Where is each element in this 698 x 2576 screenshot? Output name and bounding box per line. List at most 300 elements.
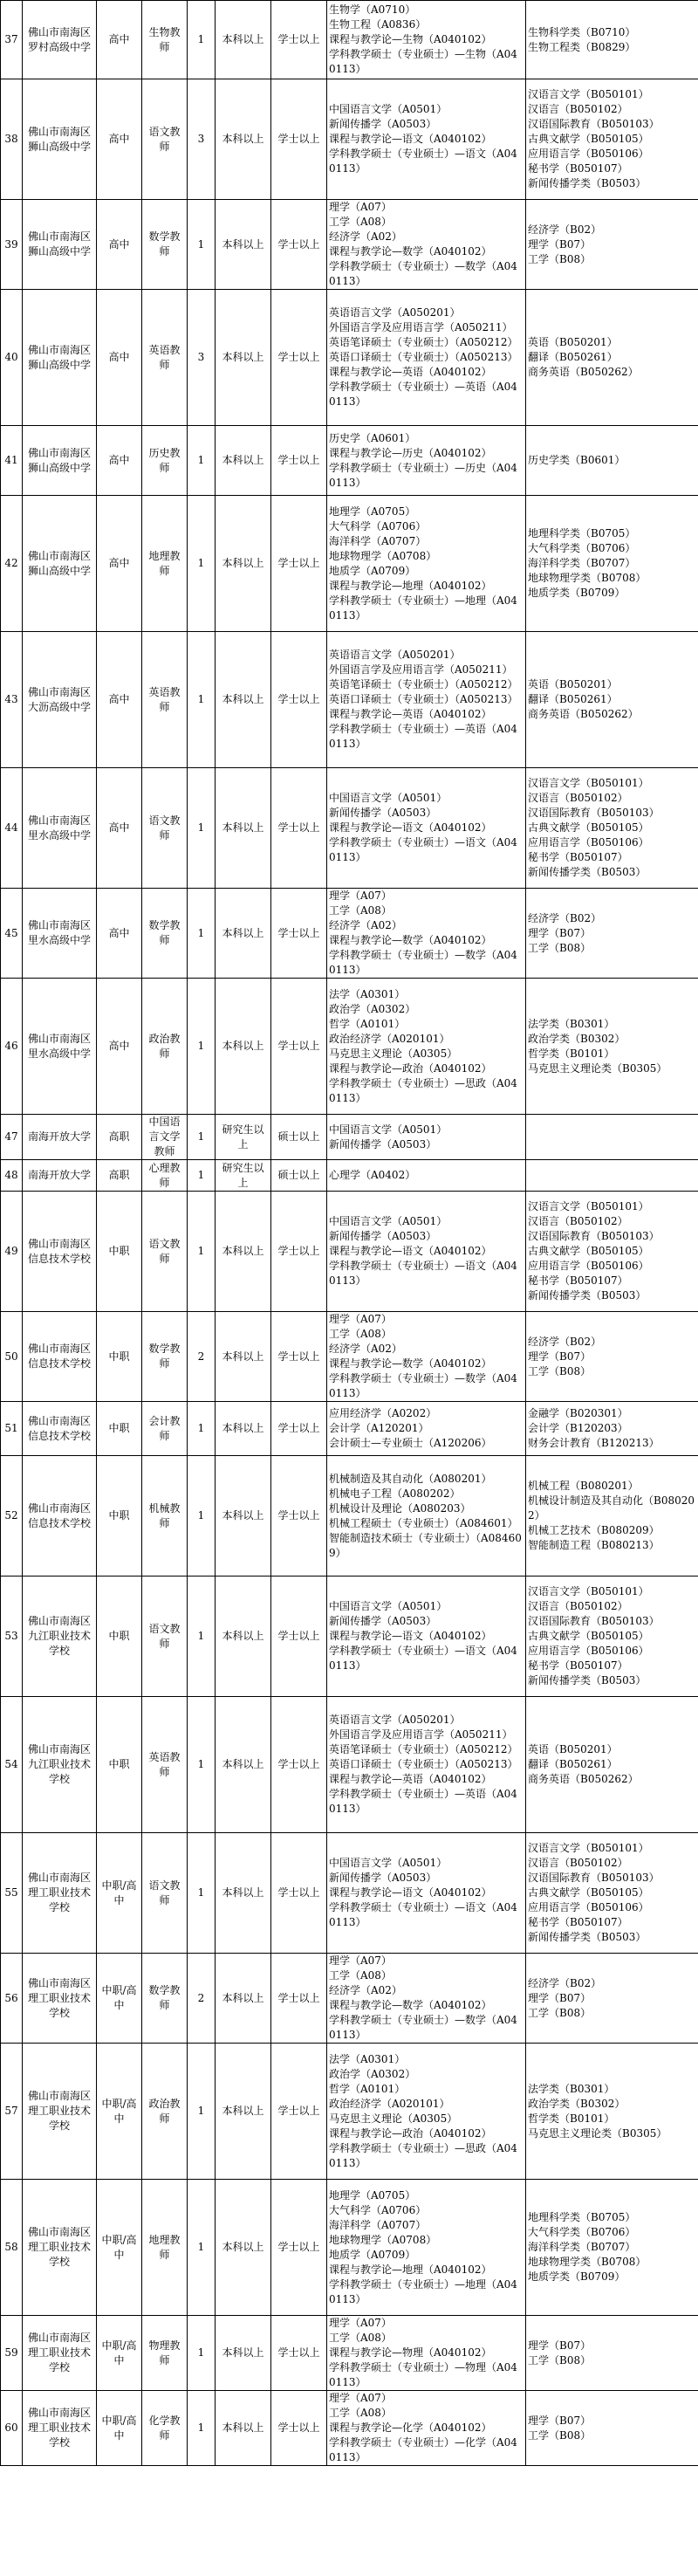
table-row — [1, 979, 698, 1115]
major-item: 新闻传播学（A0503） — [329, 1137, 437, 1151]
education-cell: 本科以上 — [216, 2316, 271, 2391]
major-item: 汉语言（B050102） — [528, 1215, 628, 1227]
table-row — [1, 1954, 698, 2044]
level-cell: 中职 — [97, 1456, 142, 1577]
undergraduate-majors-cell — [526, 768, 698, 889]
major-item: 经济学（A02） — [329, 1984, 402, 1996]
major-item: 哲学（A0101） — [329, 2082, 406, 2095]
graduate-majors-cell — [327, 889, 526, 979]
undergraduate-majors-cell — [526, 2316, 698, 2391]
level-cell: 高中 — [97, 1, 142, 79]
count-cell: 1 — [188, 1160, 216, 1192]
major-item: 历史学（A0601） — [329, 431, 416, 444]
major-item: 汉语言（B050102） — [528, 1600, 628, 1612]
row-number-cell: 60 — [1, 2391, 23, 2466]
major-item: 外国语言学及应用语言学（A050211） — [329, 1728, 513, 1741]
major-item: 学科教学硕士（专业硕士）—语文（A040113） — [329, 836, 517, 863]
degree-cell: 学士以上 — [271, 1312, 327, 1402]
level-cell: 高中 — [97, 290, 142, 426]
major-item: 英语语言文学（A050201） — [329, 649, 461, 661]
row-number-cell: 47 — [1, 1115, 23, 1160]
major-item: 汉语言（B050102） — [528, 792, 628, 804]
major-item: 新闻传播学类（B0503） — [528, 177, 647, 189]
undergraduate-majors-cell — [526, 1402, 698, 1456]
major-item: 秘书学（B050107） — [528, 851, 628, 863]
post-cell: 语文教师 — [142, 1577, 188, 1697]
major-item: 英语语言文学（A050201） — [329, 1714, 461, 1726]
major-item: 工学（B08） — [528, 252, 592, 265]
education-cell: 本科以上 — [216, 1697, 271, 1833]
post-cell: 历史教师 — [142, 426, 188, 496]
major-item: 大气科学（A0706） — [329, 2203, 427, 2216]
post-cell: 物理教师 — [142, 2316, 188, 2391]
table-row — [1, 1697, 698, 1833]
degree-cell: 学士以上 — [271, 426, 327, 496]
education-cell: 研究生以上 — [216, 1115, 271, 1160]
row-number-cell: 52 — [1, 1456, 23, 1577]
major-item: 新闻传播学类（B0503） — [528, 1931, 647, 1943]
level-cell: 高中 — [97, 496, 142, 632]
major-item: 地理学（A0705） — [329, 505, 416, 518]
degree-cell: 学士以上 — [271, 2391, 327, 2466]
major-item: 中国语言文学（A0501） — [329, 103, 448, 115]
level-cell: 中职/高中 — [97, 1954, 142, 2044]
major-item: 学科教学硕士（专业硕士）—思政（A040113） — [329, 2141, 517, 2169]
count-cell: 1 — [188, 2044, 216, 2180]
level-cell: 高中 — [97, 79, 142, 200]
table-row — [1, 1312, 698, 1402]
count-cell: 2 — [188, 1312, 216, 1402]
degree-cell: 学士以上 — [271, 889, 327, 979]
post-cell: 数学教师 — [142, 889, 188, 979]
major-item: 英语（B050201） — [528, 678, 618, 690]
major-item: 海洋科学类（B0707） — [528, 557, 636, 569]
level-cell: 中职/高中 — [97, 2391, 142, 2466]
education-cell: 本科以上 — [216, 290, 271, 426]
level-cell: 中职 — [97, 1577, 142, 1697]
major-item: 新闻传播学（A0503） — [329, 118, 437, 130]
major-item: 古典文献学（B050105） — [528, 821, 649, 834]
unit-cell: 佛山市南海区信息技术学校 — [23, 1402, 97, 1456]
education-cell: 本科以上 — [216, 79, 271, 200]
major-item: 政治学类（B0302） — [528, 2097, 626, 2110]
count-cell: 1 — [188, 2316, 216, 2391]
count-cell: 1 — [188, 2180, 216, 2316]
unit-cell: 南海开放大学 — [23, 1160, 97, 1192]
major-item: 机械设计及理论（A080203） — [329, 1501, 471, 1515]
unit-cell: 佛山市南海区理工职业技术学校 — [23, 2316, 97, 2391]
graduate-majors-cell — [327, 426, 526, 496]
post-cell: 语文教师 — [142, 768, 188, 889]
row-number-cell: 38 — [1, 79, 23, 200]
major-item: 应用语言学（B050106） — [528, 1260, 649, 1272]
count-cell: 1 — [188, 1192, 216, 1312]
undergraduate-majors-cell — [526, 889, 698, 979]
major-item: 课程与教学论—语文（A040102） — [329, 1245, 492, 1257]
major-item: 大气科学类（B0706） — [528, 542, 636, 554]
major-item: 马克思主义理论类（B0305） — [528, 2126, 667, 2140]
row-number-cell: 51 — [1, 1402, 23, 1456]
major-item: 理学（A07） — [329, 201, 392, 213]
major-item: 理学（A07） — [329, 2392, 392, 2404]
major-item: 秘书学（B050107） — [528, 1916, 628, 1928]
major-item: 经济学（A02） — [329, 230, 402, 243]
major-item: 新闻传播学类（B0503） — [528, 1289, 647, 1302]
unit-cell: 佛山市南海区里水高级中学 — [23, 889, 97, 979]
major-item: 大气科学类（B0706） — [528, 2226, 636, 2238]
education-cell: 本科以上 — [216, 2044, 271, 2180]
table-row — [1, 2391, 698, 2466]
major-item: 秘书学（B050107） — [528, 162, 628, 175]
undergraduate-majors-cell — [526, 2180, 698, 2316]
post-cell: 英语教师 — [142, 290, 188, 426]
major-item: 学科教学硕士（专业硕士）—生物（A040113） — [329, 48, 517, 75]
degree-cell: 学士以上 — [271, 768, 327, 889]
degree-cell: 学士以上 — [271, 1, 327, 79]
row-number-cell: 37 — [1, 1, 23, 79]
row-number-cell: 41 — [1, 426, 23, 496]
unit-cell: 佛山市南海区里水高级中学 — [23, 979, 97, 1115]
major-item: 课程与教学论—英语（A040102） — [329, 1773, 492, 1785]
major-item: 金融学（B020301） — [528, 1407, 628, 1419]
education-cell: 本科以上 — [216, 426, 271, 496]
count-cell: 1 — [188, 1456, 216, 1577]
major-item: 课程与教学论—政治（A040102） — [329, 1061, 492, 1075]
unit-cell: 佛山市南海区理工职业技术学校 — [23, 2391, 97, 2466]
post-cell: 政治教师 — [142, 979, 188, 1115]
education-cell: 本科以上 — [216, 1833, 271, 1954]
major-item: 工学（A08） — [329, 2407, 392, 2419]
major-item: 汉语国际教育（B050103） — [528, 118, 660, 130]
major-item: 马克思主义理论类（B0305） — [528, 1061, 667, 1075]
unit-cell: 佛山市南海区狮山高级中学 — [23, 290, 97, 426]
major-item: 课程与教学论—语文（A040102） — [329, 1630, 492, 1642]
graduate-majors-cell — [327, 2180, 526, 2316]
major-item: 汉语国际教育（B050103） — [528, 1615, 660, 1627]
unit-cell: 佛山市南海区理工职业技术学校 — [23, 2044, 97, 2180]
row-number-cell: 49 — [1, 1192, 23, 1312]
table-row — [1, 1833, 698, 1954]
major-item: 汉语言文学（B050101） — [528, 1842, 649, 1854]
major-item: 课程与教学论—数学（A040102） — [329, 1357, 492, 1370]
major-item: 学科教学硕士（专业硕士）—语文（A040113） — [329, 1901, 517, 1928]
education-cell: 本科以上 — [216, 1954, 271, 2044]
major-item: 哲学类（B0101） — [528, 1047, 615, 1060]
post-cell: 政治教师 — [142, 2044, 188, 2180]
major-item: 工学（B08） — [528, 2353, 592, 2366]
major-item: 课程与教学论—语文（A040102） — [329, 1886, 492, 1899]
graduate-majors-cell — [327, 1577, 526, 1697]
education-cell: 本科以上 — [216, 2180, 271, 2316]
major-item: 英语笔译硕士（专业硕士）（A050212） — [329, 1743, 518, 1755]
unit-cell: 佛山市南海区狮山高级中学 — [23, 200, 97, 290]
count-cell: 1 — [188, 200, 216, 290]
major-item: 海洋科学类（B0707） — [528, 2241, 636, 2253]
major-item: 会计学（A120201） — [329, 1422, 429, 1434]
major-item: 政治学（A0302） — [329, 2067, 416, 2080]
degree-cell: 学士以上 — [271, 1402, 327, 1456]
post-cell: 语文教师 — [142, 1833, 188, 1954]
table-row — [1, 2044, 698, 2180]
major-item: 课程与教学论—数学（A040102） — [329, 1999, 492, 2011]
undergraduate-majors-cell — [526, 1115, 698, 1160]
major-item: 马克思主义理论（A0305） — [329, 1047, 458, 1060]
count-cell: 1 — [188, 1577, 216, 1697]
table-row — [1, 1160, 698, 1192]
major-item: 应用语言学（B050106） — [528, 836, 649, 848]
major-item: 汉语言文学（B050101） — [528, 88, 649, 100]
row-number-cell: 40 — [1, 290, 23, 426]
graduate-majors-cell — [327, 768, 526, 889]
level-cell: 高职 — [97, 1160, 142, 1192]
major-item: 会计硕士—专业硕士（A120206） — [329, 1437, 492, 1449]
count-cell: 1 — [188, 889, 216, 979]
unit-cell: 佛山市南海区理工职业技术学校 — [23, 1833, 97, 1954]
undergraduate-majors-cell — [526, 1833, 698, 1954]
row-number-cell: 56 — [1, 1954, 23, 2044]
major-item: 翻译（B050261） — [528, 693, 618, 705]
count-cell: 1 — [188, 768, 216, 889]
major-item: 理学（B07） — [528, 926, 592, 939]
post-cell: 数学教师 — [142, 200, 188, 290]
major-item: 经济学（A02） — [329, 919, 402, 931]
count-cell: 3 — [188, 79, 216, 200]
major-item: 英语口译硕士（专业硕士）（A050213） — [329, 1758, 518, 1770]
major-item: 汉语言文学（B050101） — [528, 1585, 649, 1597]
major-item: 商务英语（B050262） — [528, 366, 639, 378]
level-cell: 高中 — [97, 200, 142, 290]
graduate-majors-cell — [327, 1833, 526, 1954]
table-row — [1, 1192, 698, 1312]
table-row — [1, 2316, 698, 2391]
table-row — [1, 1577, 698, 1697]
major-item: 课程与教学论—英语（A040102） — [329, 366, 492, 378]
undergraduate-majors-cell — [526, 1577, 698, 1697]
major-item: 英语（B050201） — [528, 1743, 618, 1755]
row-number-cell: 48 — [1, 1160, 23, 1192]
graduate-majors-cell — [327, 1697, 526, 1833]
major-item: 机械工艺技术（B080209） — [528, 1524, 660, 1536]
graduate-majors-cell — [327, 2391, 526, 2466]
major-item: 政治经济学（A020101） — [329, 2097, 450, 2110]
row-number-cell: 50 — [1, 1312, 23, 1402]
major-item: 古典文献学（B050105） — [528, 133, 649, 145]
unit-cell: 佛山市南海区狮山高级中学 — [23, 79, 97, 200]
major-item: 经济学（A02） — [329, 1343, 402, 1355]
major-item: 地质学（A0709） — [329, 2248, 416, 2261]
major-item: 应用语言学（B050106） — [528, 1645, 649, 1657]
table-row — [1, 426, 698, 496]
undergraduate-majors-cell — [526, 1160, 698, 1192]
major-item: 理学（B07） — [528, 237, 592, 251]
education-cell: 本科以上 — [216, 200, 271, 290]
row-number-cell: 46 — [1, 979, 23, 1115]
count-cell: 1 — [188, 496, 216, 632]
major-item: 课程与教学论—物理（A040102） — [329, 2346, 492, 2359]
major-item: 汉语国际教育（B050103） — [528, 807, 660, 819]
post-cell: 中国语言文学教师 — [142, 1115, 188, 1160]
major-item: 法学（A0301） — [329, 987, 406, 1000]
major-item: 工学（B08） — [528, 1364, 592, 1377]
major-item: 工学（A08） — [329, 1328, 392, 1340]
major-item: 汉语国际教育（B050103） — [528, 1230, 660, 1242]
undergraduate-majors-cell — [526, 1456, 698, 1577]
post-cell: 地理教师 — [142, 2180, 188, 2316]
education-cell: 本科以上 — [216, 1312, 271, 1402]
major-item: 学科教学硕士（专业硕士）—英语（A040113） — [329, 723, 517, 750]
major-item: 英语（B050201） — [528, 336, 618, 348]
major-item: 学科教学硕士（专业硕士）—英语（A040113） — [329, 381, 517, 408]
graduate-majors-cell — [327, 1192, 526, 1312]
undergraduate-majors-cell — [526, 79, 698, 200]
major-item: 学科教学硕士（专业硕士）—数学（A040113） — [329, 949, 517, 976]
graduate-majors-cell — [327, 1954, 526, 2044]
major-item: 新闻传播学类（B0503） — [528, 1674, 647, 1686]
row-number-cell: 57 — [1, 2044, 23, 2180]
major-item: 古典文献学（B050105） — [528, 1630, 649, 1642]
major-item: 机械设计制造及其自动化（B080202） — [528, 1494, 695, 1522]
row-number-cell: 55 — [1, 1833, 23, 1954]
major-item: 新闻传播学（A0503） — [329, 1230, 437, 1242]
major-item: 新闻传播学类（B0503） — [528, 866, 647, 878]
degree-cell: 学士以上 — [271, 79, 327, 200]
major-item: 外国语言学及应用语言学（A050211） — [329, 663, 513, 676]
major-item: 理学（B07） — [528, 1350, 592, 1363]
major-item: 法学（A0301） — [329, 2052, 406, 2065]
level-cell: 高职 — [97, 1115, 142, 1160]
major-item: 学科教学硕士（专业硕士）—语文（A040113） — [329, 1260, 517, 1287]
degree-cell: 学士以上 — [271, 2316, 327, 2391]
unit-cell: 佛山市南海区信息技术学校 — [23, 1456, 97, 1577]
major-item: 古典文献学（B050105） — [528, 1245, 649, 1257]
major-item: 课程与教学论—数学（A040102） — [329, 245, 492, 258]
major-item: 汉语言（B050102） — [528, 103, 628, 115]
degree-cell: 学士以上 — [271, 979, 327, 1115]
major-item: 法学类（B0301） — [528, 2082, 615, 2095]
row-number-cell: 39 — [1, 200, 23, 290]
degree-cell: 硕士以上 — [271, 1160, 327, 1192]
major-item: 工学（B08） — [528, 2006, 592, 2019]
major-item: 课程与教学论—数学（A040102） — [329, 934, 492, 946]
major-item: 秘书学（B050107） — [528, 1659, 628, 1672]
level-cell: 高中 — [97, 889, 142, 979]
major-item: 地理学（A0705） — [329, 2188, 416, 2202]
post-cell: 数学教师 — [142, 1954, 188, 2044]
undergraduate-majors-cell — [526, 2391, 698, 2466]
major-item: 工学（A08） — [329, 1969, 392, 1982]
post-cell: 地理教师 — [142, 496, 188, 632]
major-item: 生物科学类（B0710） — [528, 25, 636, 38]
major-item: 应用经济学（A0202） — [329, 1407, 437, 1419]
graduate-majors-cell — [327, 1402, 526, 1456]
degree-cell: 学士以上 — [271, 1697, 327, 1833]
major-item: 智能制造技术硕士（专业硕士）（A084609） — [329, 1531, 522, 1559]
post-cell: 英语教师 — [142, 1697, 188, 1833]
undergraduate-majors-cell — [526, 496, 698, 632]
degree-cell: 学士以上 — [271, 290, 327, 426]
major-item: 经济学（B02） — [528, 1976, 602, 1989]
education-cell: 本科以上 — [216, 632, 271, 768]
major-item: 大气科学（A0706） — [329, 519, 427, 532]
education-cell: 本科以上 — [216, 1192, 271, 1312]
major-item: 课程与教学论—历史（A040102） — [329, 446, 492, 459]
graduate-majors-cell — [327, 979, 526, 1115]
unit-cell: 佛山市南海区狮山高级中学 — [23, 496, 97, 632]
major-item: 学科教学硕士（专业硕士）—思政（A040113） — [329, 1076, 517, 1104]
major-item: 课程与教学论—政治（A040102） — [329, 2126, 492, 2140]
major-item: 机械工程硕士（专业硕士）（A084601） — [329, 1516, 518, 1529]
major-item: 学科教学硕士（专业硕士）—英语（A040113） — [329, 1788, 517, 1815]
major-item: 外国语言学及应用语言学（A050211） — [329, 321, 513, 333]
table-row — [1, 290, 698, 426]
major-item: 新闻传播学（A0503） — [329, 1872, 437, 1884]
major-item: 秘书学（B050107） — [528, 1274, 628, 1287]
graduate-majors-cell — [327, 200, 526, 290]
major-item: 机械工程（B080201） — [528, 1480, 639, 1492]
count-cell: 1 — [188, 1, 216, 79]
count-cell: 1 — [188, 1833, 216, 1954]
major-item: 理学（A07） — [329, 890, 392, 902]
level-cell: 中职/高中 — [97, 1833, 142, 1954]
major-item: 学科教学硕士（专业硕士）—语文（A040113） — [329, 1645, 517, 1672]
major-item: 英语口译硕士（专业硕士）（A050213） — [329, 351, 518, 363]
table-row — [1, 632, 698, 768]
graduate-majors-cell — [327, 1160, 526, 1192]
level-cell: 高中 — [97, 632, 142, 768]
major-item: 理学（A07） — [329, 1313, 392, 1325]
table-row — [1, 1402, 698, 1456]
undergraduate-majors-cell — [526, 1954, 698, 2044]
degree-cell: 学士以上 — [271, 1954, 327, 2044]
major-item: 商务英语（B050262） — [528, 708, 639, 720]
undergraduate-majors-cell — [526, 1697, 698, 1833]
post-cell: 会计教师 — [142, 1402, 188, 1456]
major-item: 学科教学硕士（专业硕士）—地理（A040113） — [329, 2277, 517, 2305]
graduate-majors-cell — [327, 1312, 526, 1402]
row-number-cell: 53 — [1, 1577, 23, 1697]
major-item: 古典文献学（B050105） — [528, 1886, 649, 1899]
level-cell: 中职 — [97, 1312, 142, 1402]
level-cell: 中职/高中 — [97, 2180, 142, 2316]
table-row — [1, 200, 698, 290]
major-item: 经济学（B02） — [528, 911, 602, 924]
major-item: 学科教学硕士（专业硕士）—语文（A040113） — [329, 148, 517, 175]
major-item: 海洋科学（A0707） — [329, 534, 427, 547]
row-number-cell: 43 — [1, 632, 23, 768]
education-cell: 本科以上 — [216, 1402, 271, 1456]
major-item: 应用语言学（B050106） — [528, 1901, 649, 1913]
major-item: 课程与教学论—地理（A040102） — [329, 2263, 492, 2276]
major-item: 历史学类（B0601） — [528, 454, 626, 466]
table-row — [1, 1, 698, 79]
table-row — [1, 2180, 698, 2316]
major-item: 学科教学硕士（专业硕士）—化学（A040113） — [329, 2436, 517, 2463]
level-cell: 高中 — [97, 979, 142, 1115]
major-item: 汉语言文学（B050101） — [528, 1200, 649, 1212]
major-item: 海洋科学（A0707） — [329, 2218, 427, 2231]
major-item: 新闻传播学（A0503） — [329, 1615, 437, 1627]
degree-cell: 学士以上 — [271, 632, 327, 768]
row-number-cell: 44 — [1, 768, 23, 889]
row-number-cell: 59 — [1, 2316, 23, 2391]
major-item: 课程与教学论—地理（A040102） — [329, 579, 492, 592]
major-item: 经济学（B02） — [528, 223, 602, 236]
post-cell: 语文教师 — [142, 79, 188, 200]
undergraduate-majors-cell — [526, 1312, 698, 1402]
unit-cell: 佛山市南海区信息技术学校 — [23, 1192, 97, 1312]
unit-cell: 佛山市南海区理工职业技术学校 — [23, 2180, 97, 2316]
education-cell: 本科以上 — [216, 1, 271, 79]
